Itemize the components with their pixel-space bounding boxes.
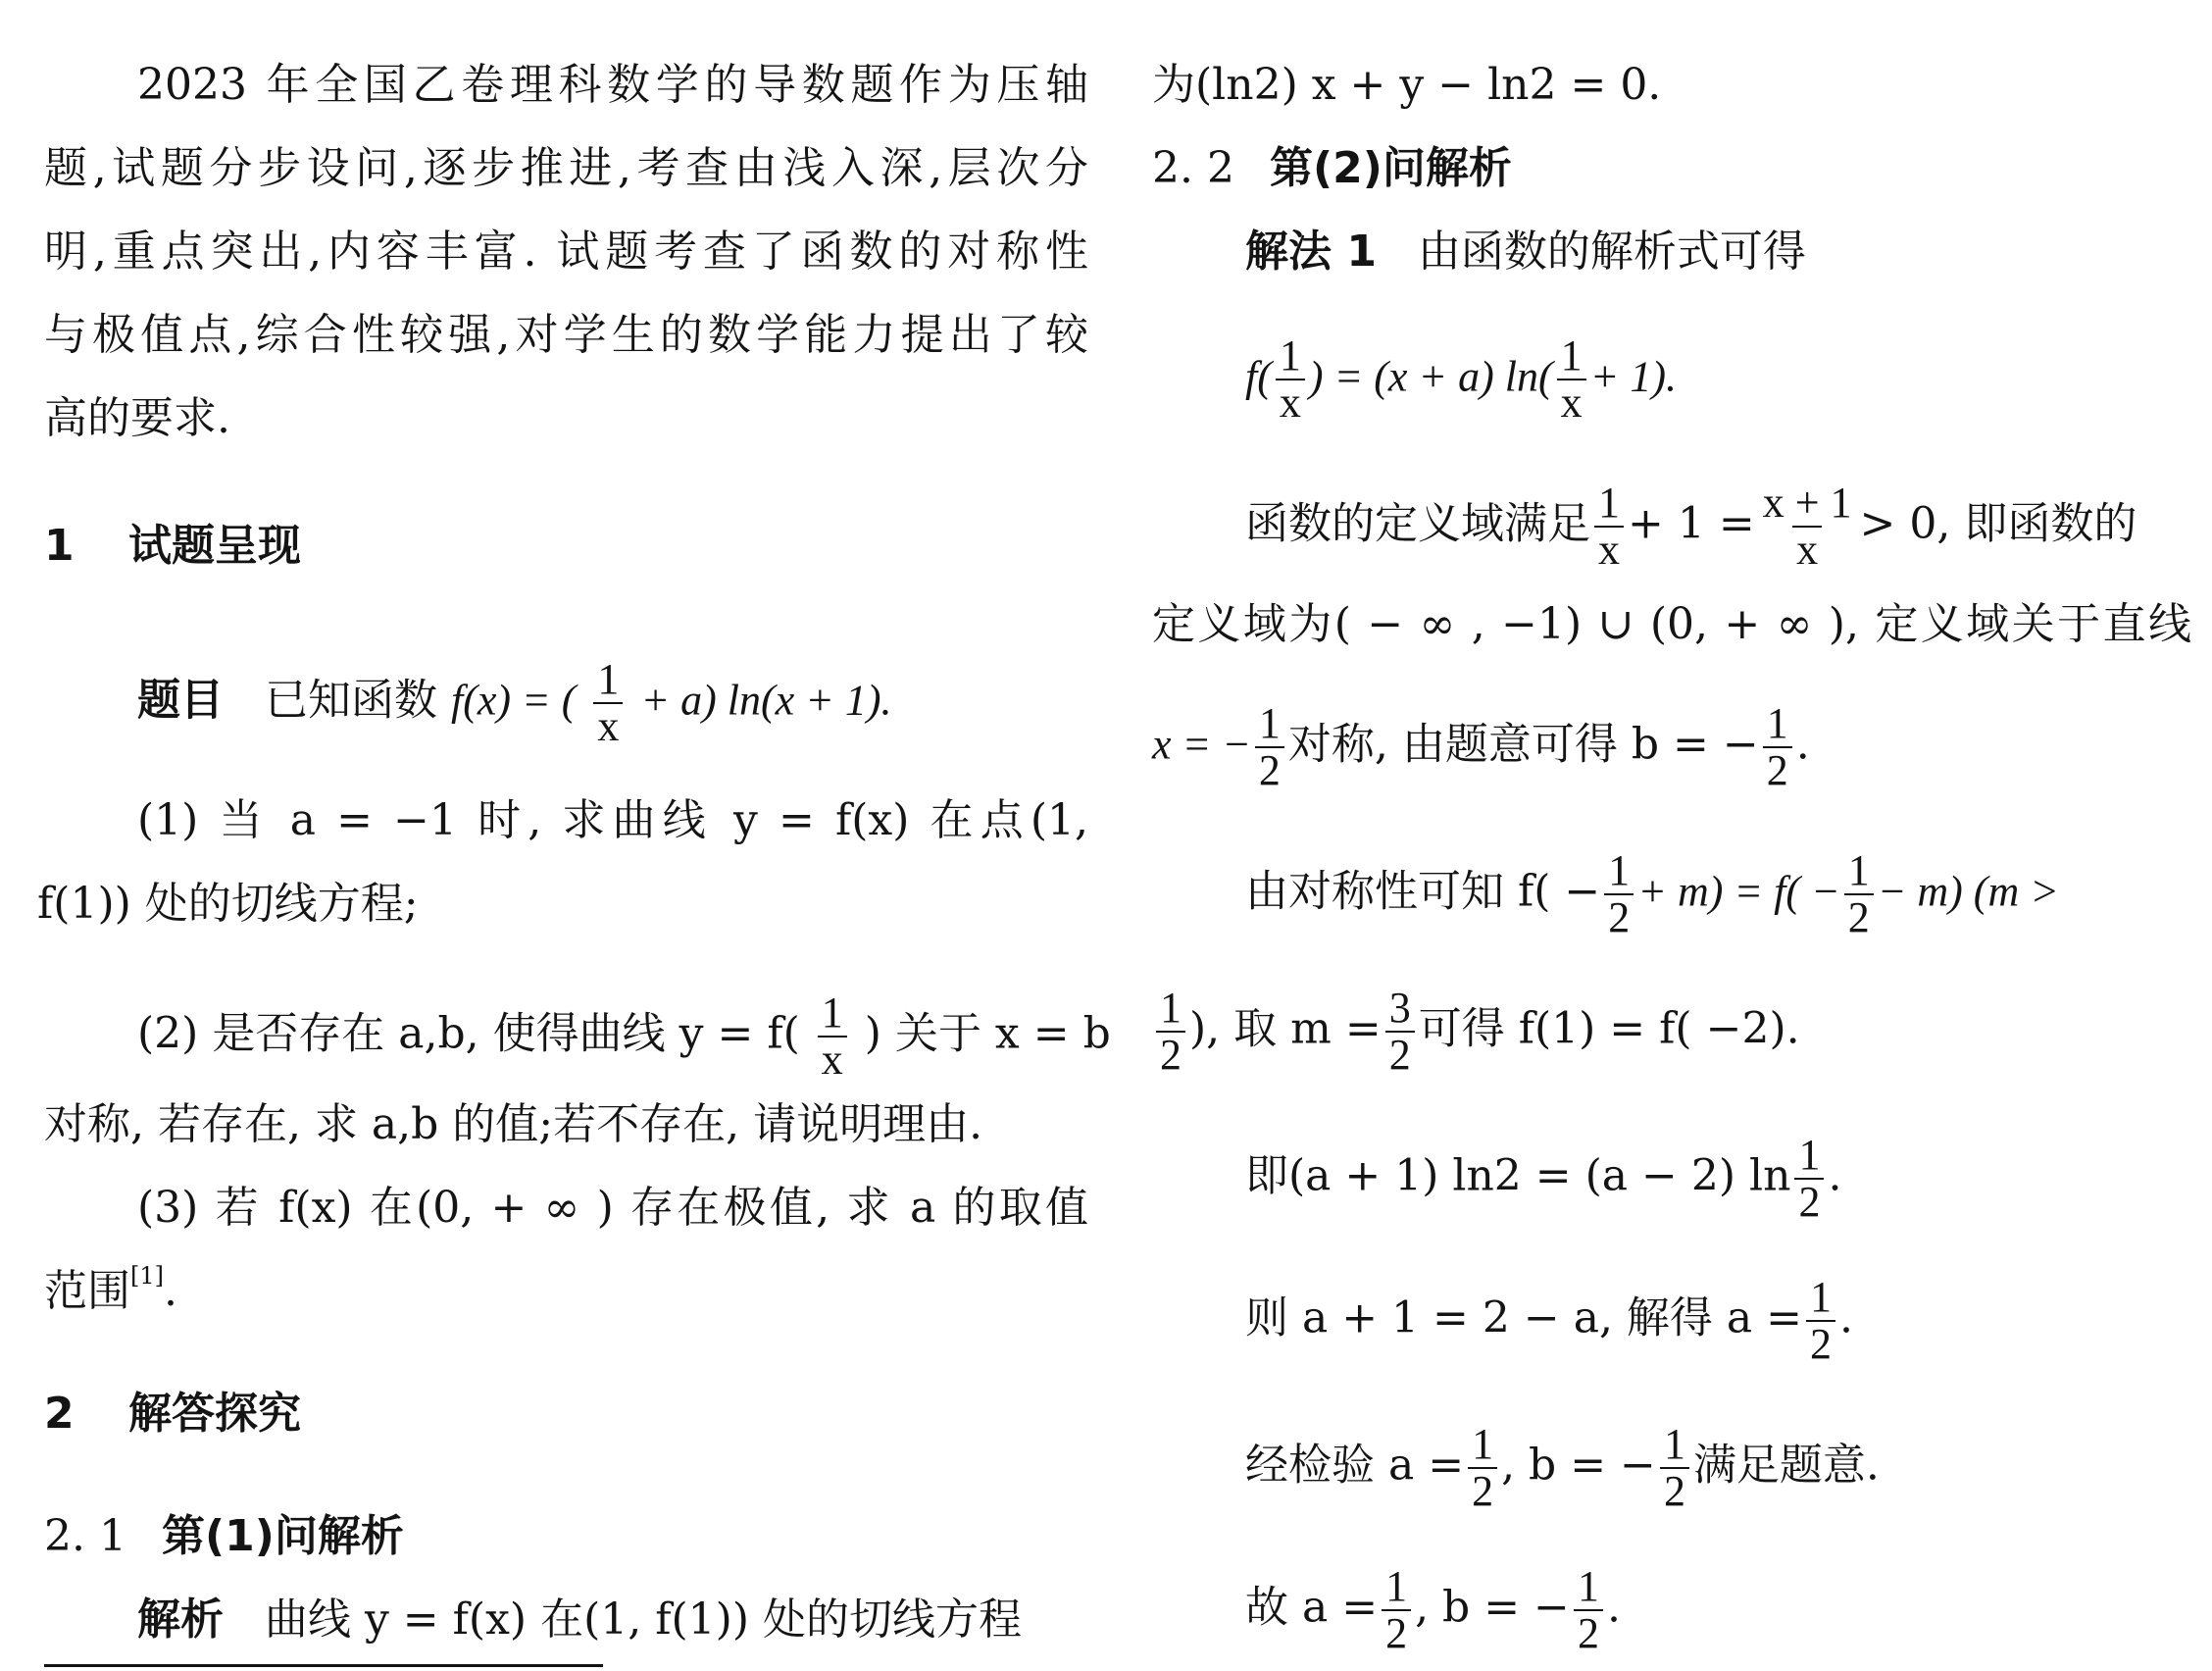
analysis-text: 曲线 y = f(x) 在(1, f(1)) 处的切线方程 <box>264 1595 1022 1645</box>
text-part: > 0, 即函数的 <box>1859 498 2137 549</box>
denominator: 2 <box>1385 1031 1415 1078</box>
problem-lead: 已知函数 <box>264 675 437 726</box>
text-part: 经检验 a = <box>1245 1440 1465 1491</box>
fraction <box>1255 701 1284 793</box>
symmetry-equation <box>1245 848 2191 940</box>
denominator: 2 <box>1806 1320 1835 1367</box>
domain-condition <box>1245 481 2191 573</box>
section-heading-1 <box>44 521 1088 571</box>
text-part: 可得 f(1) = f( −2). <box>1418 1003 1800 1054</box>
fraction <box>1604 848 1634 940</box>
subsection-number: 2. 2 <box>1152 143 1234 193</box>
numerator: 1 <box>1560 331 1583 380</box>
q2-pre: (2) 是否存在 a,b, 使得曲线 y = f( <box>137 1008 800 1059</box>
section-heading-2 <box>44 1389 1088 1439</box>
tangent-result: 为(ln2) x + y − ln2 = 0. <box>1152 60 1662 110</box>
q3-end: . <box>164 1266 177 1316</box>
subsection-heading-2-1 <box>44 1511 1088 1561</box>
fraction <box>1156 986 1185 1078</box>
intro-line-1: 2023 年全国乙卷理科数学的导数题作为压轴 <box>137 60 1088 110</box>
denominator: 2 <box>1604 893 1634 940</box>
fraction <box>1276 333 1305 426</box>
fraction <box>1574 1564 1603 1656</box>
numerator: 1 <box>597 655 620 703</box>
eq-part: f( <box>1245 352 1272 401</box>
equation-ln <box>1245 1133 2191 1225</box>
fraction <box>1557 333 1586 426</box>
conclusion <box>1245 1564 2191 1656</box>
equation-f-of-reciprocal <box>1245 333 2191 426</box>
numerator: 1 <box>1472 1420 1494 1468</box>
numerator: 1 <box>1766 699 1788 747</box>
method-label: 解法 1 <box>1245 227 1377 277</box>
fraction <box>1806 1275 1835 1367</box>
subsection-title: 第(1)问解析 <box>162 1511 404 1561</box>
eq-part: + 1). <box>1589 352 1677 401</box>
q2-post: ) 关于 x = b <box>864 1008 1111 1059</box>
numerator: x + 1 <box>1762 479 1852 527</box>
numerator: 1 <box>1798 1131 1821 1179</box>
q2-line-1 <box>137 988 1111 1085</box>
text-part: 满足题意. <box>1692 1440 1880 1491</box>
text-part: . <box>1795 719 1810 770</box>
fraction <box>1594 481 1624 573</box>
text-part: 函数的定义域满足 <box>1245 498 1590 549</box>
text-part: . <box>1606 1582 1621 1633</box>
numerator: 1 <box>1608 846 1631 894</box>
text-part: 故 a = <box>1245 1582 1379 1633</box>
fraction <box>1844 848 1874 940</box>
numerator: 3 <box>1388 984 1411 1032</box>
analysis-line <box>137 1595 1088 1645</box>
intro-line-3: 明,重点突出,内容丰富. 试题考查了函数的对称性 <box>44 227 1088 277</box>
q1-line-1: (1) 当 a = −1 时, 求曲线 y = f(x) 在点(1, <box>137 795 1088 845</box>
text-part: , b = − <box>1501 1440 1656 1491</box>
problem-tail: + a) ln(x + 1). <box>640 676 892 725</box>
denominator: x <box>1792 526 1822 573</box>
footnote-rule <box>44 1664 603 1667</box>
fraction <box>1468 1422 1497 1514</box>
numerator: 1 <box>1663 1420 1685 1468</box>
numerator: 1 <box>1598 479 1620 527</box>
eq-part: x = − <box>1152 720 1251 769</box>
q3-text: 范围 <box>44 1266 130 1316</box>
fraction <box>1385 986 1415 1078</box>
numerator: 1 <box>821 988 843 1037</box>
intro-line-2: 题,试题分步设问,逐步推进,考查由浅入深,层次分 <box>44 143 1088 193</box>
fraction <box>818 990 847 1083</box>
eq-part: ) = (x + a) ln( <box>1308 352 1553 401</box>
problem-label: 题目 <box>137 675 224 726</box>
text-part: 由对称性可知 f( − <box>1245 866 1601 917</box>
denominator: 2 <box>1660 1467 1689 1514</box>
method-text: 由函数的解析式可得 <box>1417 227 1806 277</box>
subsection-number: 2. 1 <box>44 1511 126 1561</box>
numerator: 1 <box>1258 699 1281 747</box>
denominator: x <box>1594 526 1624 573</box>
eq-part: + m) = f( − <box>1637 867 1840 916</box>
text-part: . <box>1839 1292 1854 1343</box>
denominator: 2 <box>1156 1031 1185 1078</box>
analysis-label: 解析 <box>137 1595 224 1645</box>
symmetry-axis <box>1152 701 2191 793</box>
denominator: 2 <box>1844 893 1874 940</box>
numerator: 1 <box>1385 1562 1408 1610</box>
denominator: 2 <box>1574 1609 1603 1656</box>
problem-statement <box>137 657 1088 749</box>
text-part: , b = − <box>1415 1582 1570 1633</box>
subsection-title: 第(2)问解析 <box>1270 143 1512 193</box>
section-title: 解答探究 <box>128 1389 301 1439</box>
citation: [1] <box>130 1262 164 1290</box>
denominator: 2 <box>1255 746 1284 793</box>
text-part: + 1 = <box>1628 498 1755 549</box>
verification <box>1245 1422 2191 1514</box>
numerator: 1 <box>1847 846 1870 894</box>
fraction <box>593 657 623 749</box>
solve-a <box>1245 1275 2191 1367</box>
numerator: 1 <box>1279 331 1301 380</box>
text-part: ), 取 m = <box>1189 1003 1382 1054</box>
fraction <box>1660 1422 1689 1514</box>
denominator: 2 <box>1794 1178 1824 1225</box>
eq-part: − m) (m > <box>1877 867 2059 916</box>
denominator: x <box>818 1036 847 1083</box>
q2-line-2: 对称, 若存在, 求 a,b 的值;若不存在, 请说明理由. <box>44 1099 983 1149</box>
numerator: 1 <box>1810 1273 1833 1321</box>
denominator: x <box>593 702 623 749</box>
subsection-heading-2-2 <box>1152 143 2191 193</box>
text-part: 即(a + 1) ln2 = (a − 2) ln <box>1245 1150 1791 1201</box>
method-line <box>1245 227 2191 277</box>
denominator: x <box>1276 379 1305 426</box>
intro-line-4: 与极值点,综合性较强,对学生的数学能力提出了较 <box>44 310 1088 360</box>
problem-fx: f(x) = ( <box>450 676 577 725</box>
numerator: 1 <box>1577 1562 1599 1610</box>
fraction <box>1382 1564 1411 1656</box>
text-part: 则 a + 1 = 2 − a, 解得 a = <box>1245 1292 1803 1343</box>
intro-line-5: 高的要求. <box>44 393 230 443</box>
fraction <box>1759 481 1856 573</box>
text-part: . <box>1828 1150 1842 1201</box>
q3-line-1: (3) 若 f(x) 在(0, + ∞ ) 存在极值, 求 a 的取值 <box>137 1183 1088 1233</box>
denominator: 2 <box>1763 746 1792 793</box>
q3-line-2 <box>44 1262 1088 1316</box>
numerator: 1 <box>1160 984 1181 1032</box>
text-part: 对称, 由题意可得 b = − <box>1287 719 1759 770</box>
symmetry-substitution <box>1152 986 2191 1078</box>
fraction <box>1763 701 1792 793</box>
domain-line-2: 定义域为( − ∞ , −1) ∪ (0, + ∞ ), 定义域关于直线 <box>1152 599 2191 649</box>
denominator: 2 <box>1382 1609 1411 1656</box>
denominator: 2 <box>1468 1467 1497 1514</box>
denominator: x <box>1557 379 1586 426</box>
section-number: 1 <box>44 521 75 571</box>
section-title: 试题呈现 <box>128 521 301 571</box>
q1-line-2: f(1)) 处的切线方程; <box>37 879 419 929</box>
section-number: 2 <box>44 1389 75 1439</box>
fraction <box>1794 1133 1824 1225</box>
